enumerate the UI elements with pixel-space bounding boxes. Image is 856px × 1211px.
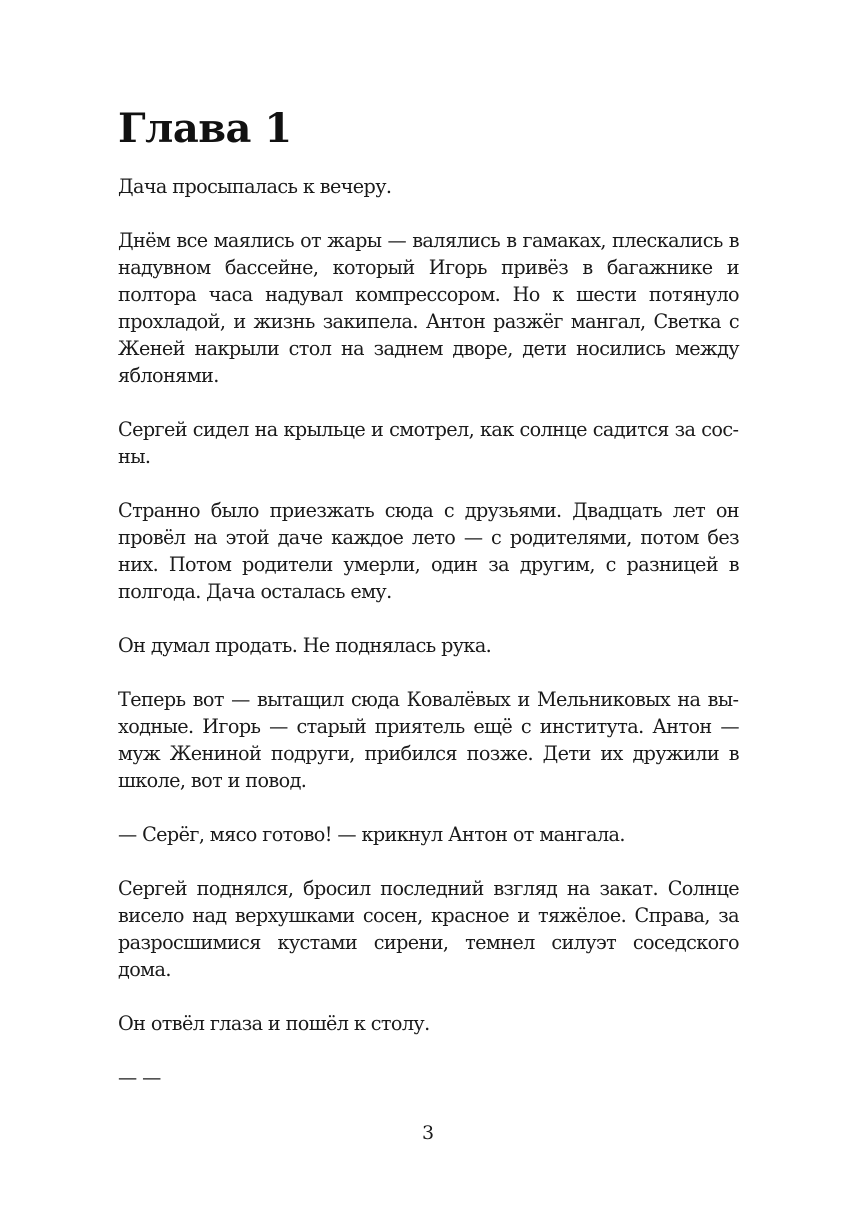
paragraph-1: Дача просыпалась к вечеру. xyxy=(118,175,392,198)
chapter-body xyxy=(118,173,739,1118)
paragraph-2: Днём все маялись от жары — валялись в гамаках, плескались в надувном бассейне, который Игорь привёз в багажнике и полтора часа надувал компрессором. Но к шести потянуло прохладой, и жизнь закипела. Антон разжёг мангал, Светка с Женей накрыли стол на заднем дворе, дети носились между яблонями. xyxy=(118,229,739,387)
paragraph-5: Он думал продать. Не поднялась рука. xyxy=(118,634,492,657)
chapter-title: Глава 1 xyxy=(118,105,292,152)
paragraph-4: Странно было приезжать сюда с друзьями. Двадцать лет он провёл на этой даче каждое лето — с родителями, потом без них. Потом родители умерли, один за другим, с разницей в полгода. Дача осталась ему. xyxy=(118,499,739,603)
paragraph-3: Сергей сидел на крыльце и смотрел, как солнце садится за сосны. xyxy=(118,418,739,468)
paragraph-9: Он отвёл глаза и пошёл к столу. xyxy=(118,1012,430,1035)
page-number: 3 xyxy=(421,1122,435,1144)
scene-break: — — xyxy=(118,1066,161,1089)
paragraph-6: Теперь вот — вытащил сюда Ковалёвых и Мельниковых на выходные. Игорь — старый приятель ещё с института. Антон — муж Жениной подруги, прибился позже. Дети их дружили в школе, вот и повод. xyxy=(118,688,739,792)
paragraph-7: — Серёг, мясо готово! — крикнул Антон от мангала. xyxy=(118,823,625,846)
paragraph-8: Сергей поднялся, бросил последний взгляд на закат. Солнце висело над верхушками сосен, красное и тяжёлое. Справа, за разросшимися кустами сирени, темнел силуэт соседского дома. xyxy=(118,877,739,981)
